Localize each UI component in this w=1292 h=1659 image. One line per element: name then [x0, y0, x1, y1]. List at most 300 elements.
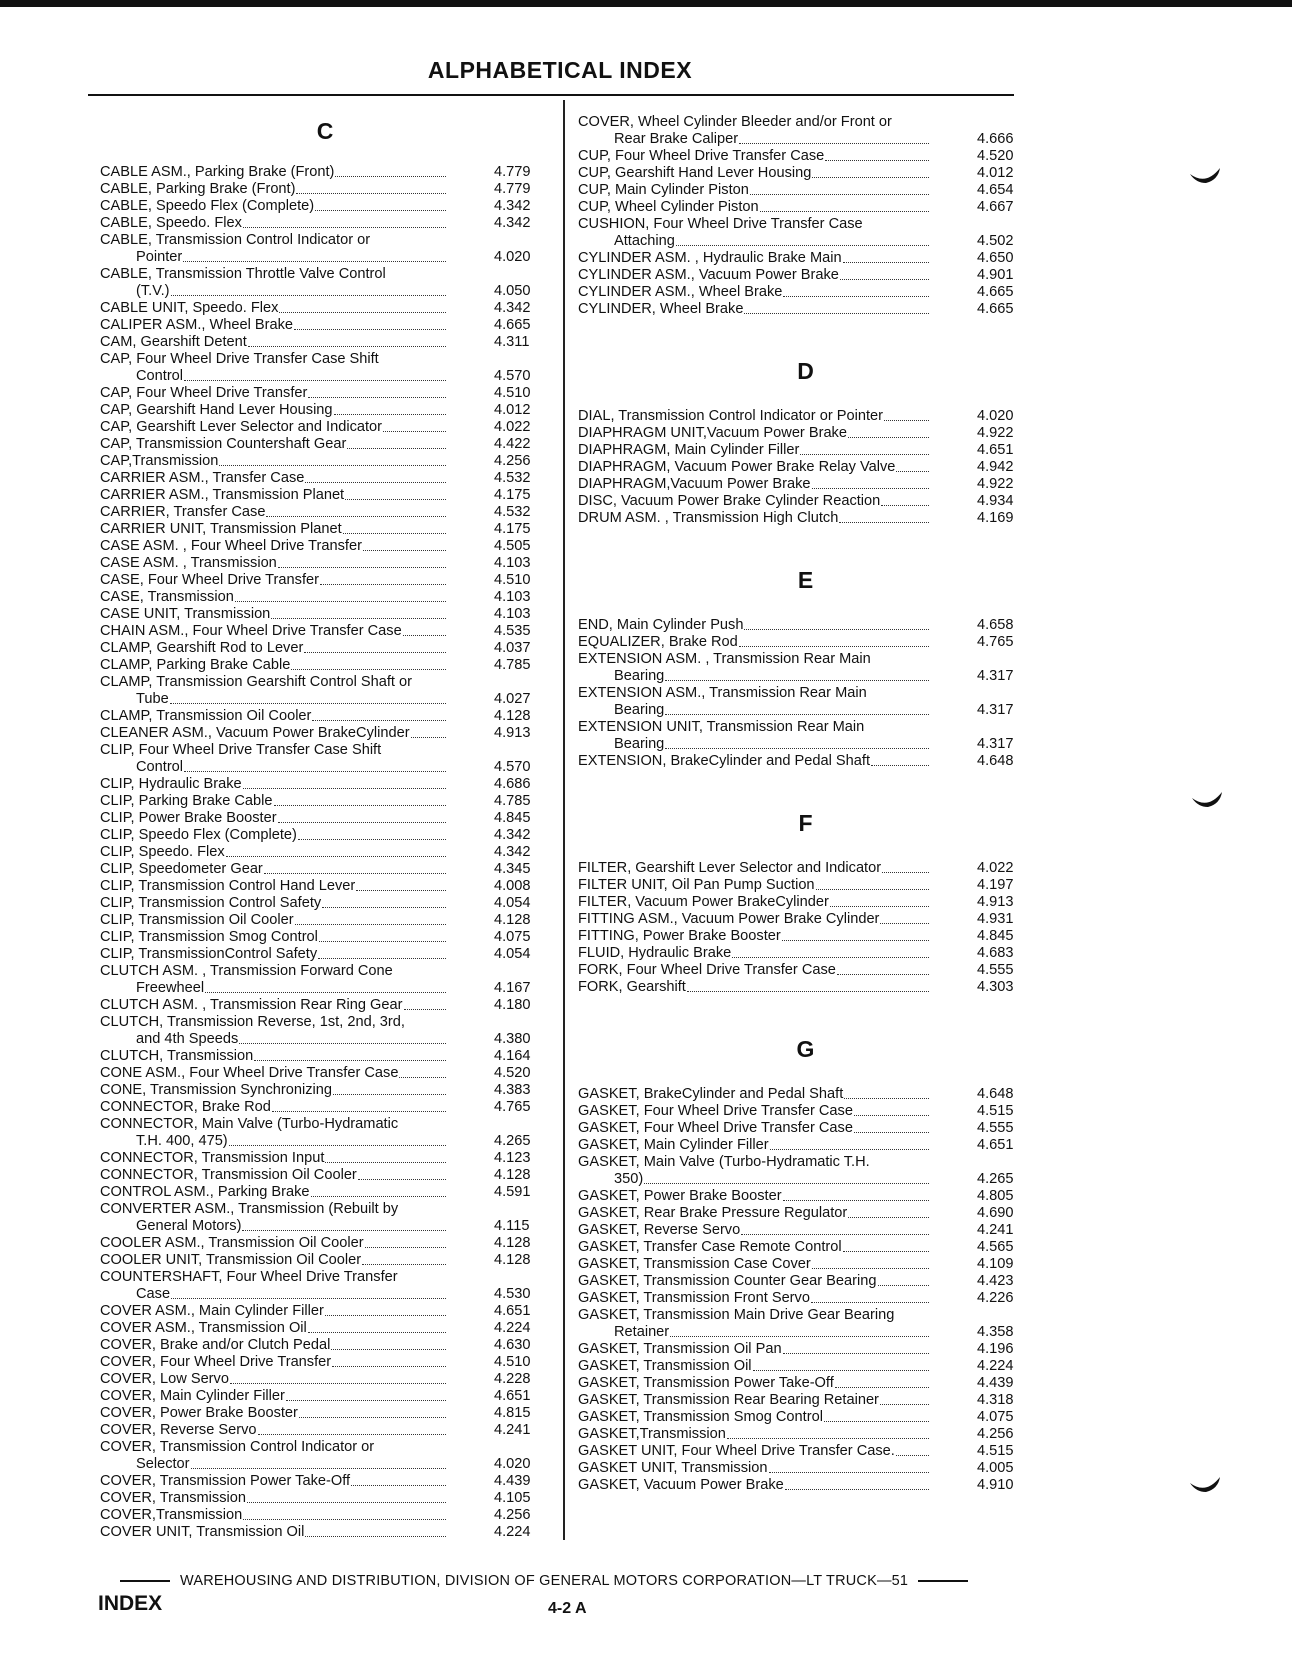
- page-ref: 4.650: [977, 250, 1014, 266]
- entry-row: [578, 199, 1033, 216]
- entry-text: CABLE, Transmission Control Indicator or: [100, 232, 371, 248]
- title-rule: [88, 94, 1014, 96]
- entry-text: CLIP, Transmission Control Hand Lever: [100, 878, 356, 894]
- entry-text: CASE, Four Wheel Drive Transfer: [100, 572, 319, 588]
- page-ref: 4.651: [977, 442, 1014, 458]
- page-ref: 4.654: [977, 182, 1014, 198]
- page-ref: 4.383: [494, 1082, 531, 1098]
- entry-row: [100, 1031, 550, 1048]
- dot-leader: [811, 1301, 929, 1303]
- entry-row: [578, 165, 1033, 182]
- entry-row: [100, 198, 550, 215]
- section-label: INDEX: [98, 1592, 163, 1615]
- entry-text: (T.V.): [136, 283, 170, 299]
- index-entry: [100, 1303, 550, 1320]
- dot-leader: [363, 549, 446, 551]
- entry-text: END, Main Cylinder Push: [578, 617, 744, 633]
- entry-row: [100, 368, 550, 385]
- entry-text: COVER, Transmission: [100, 1490, 246, 1506]
- entry-row: [578, 1324, 1033, 1341]
- entry-text: CLIP, Speedo Flex (Complete): [100, 827, 297, 843]
- page-ref: 4.648: [977, 753, 1014, 769]
- index-entry: [578, 165, 1033, 182]
- entry-text: CLUTCH ASM. , Transmission Forward Cone: [100, 963, 393, 979]
- page-ref: 4.342: [494, 300, 531, 316]
- entry-row: [100, 1082, 550, 1099]
- entry-text: GASKET, BrakeCylinder and Pedal Shaft: [578, 1086, 844, 1102]
- page-ref: 4.502: [977, 233, 1014, 249]
- dot-leader: [239, 1042, 446, 1044]
- entry-text: CONNECTOR, Transmission Input: [100, 1150, 325, 1166]
- page-ref: 4.020: [977, 408, 1014, 424]
- page-ref: 4.779: [494, 181, 531, 197]
- dot-leader: [308, 396, 446, 398]
- entry-text: GASKET UNIT, Four Wheel Drive Transfer Case.: [578, 1443, 895, 1459]
- entry-row: [100, 1150, 550, 1167]
- index-entry: [100, 1524, 550, 1541]
- dot-leader: [676, 244, 929, 246]
- dot-leader: [229, 1144, 446, 1146]
- index-entry: [100, 1252, 550, 1269]
- dot-leader: [800, 453, 929, 455]
- page-ref: 4.765: [494, 1099, 531, 1115]
- index-entry: [100, 266, 550, 300]
- dot-leader: [880, 922, 929, 924]
- entry-text: Control: [136, 368, 184, 384]
- entry-row: [100, 708, 550, 725]
- dot-leader: [884, 419, 929, 421]
- entry-row: [578, 1409, 1033, 1426]
- entry-text: CYLINDER ASM., Wheel Brake: [578, 284, 783, 300]
- entry-text: GASKET, Four Wheel Drive Transfer Case: [578, 1103, 853, 1119]
- page-ref: 4.931: [977, 911, 1014, 927]
- page-ref: 4.510: [494, 385, 531, 401]
- index-entry: [578, 1409, 1033, 1426]
- page-ref: 4.103: [494, 589, 531, 605]
- dot-leader: [274, 804, 446, 806]
- entry-text: CLIP, Transmission Control Safety: [100, 895, 322, 911]
- section-letter: D: [797, 358, 814, 384]
- entry-text: CUSHION, Four Wheel Drive Transfer Case: [578, 216, 863, 232]
- entry-row: [578, 668, 1033, 685]
- entry-row: [578, 1392, 1033, 1409]
- index-entry: [578, 1341, 1033, 1358]
- entry-text: COVER, Four Wheel Drive Transfer: [100, 1354, 332, 1370]
- entry-text: GASKET, Transmission Case Cover: [578, 1256, 811, 1272]
- dot-leader: [848, 436, 929, 438]
- dot-leader: [325, 1161, 446, 1163]
- entry-row: [578, 634, 1033, 651]
- entry-row: [100, 1099, 550, 1116]
- entry-text: CLUTCH, Transmission Reverse, 1st, 2nd, 3rd,: [100, 1014, 405, 1030]
- entry-row: [578, 1171, 1033, 1188]
- page-ref: 4.109: [977, 1256, 1014, 1272]
- dot-leader: [322, 906, 446, 908]
- index-entry: [578, 651, 1033, 685]
- index-entry: [578, 962, 1033, 979]
- index-entry: [100, 1150, 550, 1167]
- page-ref: 4.265: [494, 1133, 531, 1149]
- dot-leader: [304, 651, 446, 653]
- page-ref: 4.510: [494, 1354, 531, 1370]
- page-ref: 4.167: [494, 980, 531, 996]
- entry-text: COUNTERSHAFT, Four Wheel Drive Transfer: [100, 1269, 398, 1285]
- entry-row: [578, 860, 1033, 877]
- entry-text: 350): [614, 1171, 644, 1187]
- index-entry: [578, 1086, 1033, 1103]
- footer-rule-right: [918, 1580, 968, 1582]
- entry-text: Rear Brake Caliper: [614, 131, 739, 147]
- index-entry: [578, 719, 1033, 753]
- entry-row: [578, 1188, 1033, 1205]
- index-entry: [100, 912, 550, 929]
- entry-text: CABLE ASM., Parking Brake (Front): [100, 164, 335, 180]
- index-entry: [100, 1337, 550, 1354]
- entry-row: [578, 1341, 1033, 1358]
- index-entry: [100, 997, 550, 1014]
- page-ref: 4.228: [494, 1371, 531, 1387]
- entry-row: [100, 283, 550, 300]
- index-entry: [100, 317, 550, 334]
- entry-text: CUP, Four Wheel Drive Transfer Case: [578, 148, 825, 164]
- entry-text: Bearing: [614, 702, 665, 718]
- entry-text: T.H. 400, 475): [136, 1133, 228, 1149]
- index-entry: [578, 1273, 1033, 1290]
- entry-text: CUP, Gearshift Hand Lever Housing: [578, 165, 812, 181]
- index-entry: [578, 928, 1033, 945]
- index-entry: [100, 300, 550, 317]
- entry-text: and 4th Speeds: [136, 1031, 239, 1047]
- entry-row: [578, 233, 1033, 250]
- dot-leader: [299, 1416, 446, 1418]
- entry-text: GASKET, Rear Brake Pressure Regulator: [578, 1205, 848, 1221]
- entry-row: [100, 878, 550, 895]
- page-ref: 4.942: [977, 459, 1014, 475]
- entry-row: [578, 459, 1033, 476]
- entry-row: [100, 861, 550, 878]
- page-ref: 4.075: [977, 1409, 1014, 1425]
- entry-text: CLIP, Speedo. Flex: [100, 844, 225, 860]
- dot-leader: [825, 159, 929, 161]
- dot-leader: [665, 679, 929, 681]
- page-ref: 4.241: [494, 1422, 531, 1438]
- page-ref: 4.910: [977, 1477, 1014, 1493]
- entry-text: Attaching: [614, 233, 675, 249]
- page-ref: 4.318: [977, 1392, 1014, 1408]
- entry-row: [100, 1065, 550, 1082]
- index-entry: [578, 753, 1033, 770]
- index-entry: [100, 640, 550, 657]
- entry-text: COVER, Main Cylinder Filler: [100, 1388, 285, 1404]
- entry-text: EXTENSION ASM. , Transmission Rear Main: [578, 651, 871, 667]
- dot-leader: [812, 176, 929, 178]
- index-entry: [100, 402, 550, 419]
- page-ref: 4.423: [977, 1273, 1014, 1289]
- entry-row: [578, 1375, 1033, 1392]
- index-entry: [100, 623, 550, 640]
- dot-leader: [305, 1535, 446, 1537]
- index-entry: [100, 810, 550, 827]
- column-divider: [563, 100, 565, 1540]
- dot-leader: [279, 311, 446, 313]
- dot-leader: [750, 193, 929, 195]
- entry-row: [100, 759, 550, 776]
- page-title: ALPHABETICAL INDEX: [427, 57, 693, 83]
- entry-text: COVER, Transmission Power Take-Off: [100, 1473, 351, 1489]
- page-ref: 4.651: [494, 1388, 531, 1404]
- page-ref: 4.311: [494, 334, 530, 350]
- page-ref: 4.665: [977, 301, 1014, 317]
- index-entry: [578, 685, 1033, 719]
- dot-leader: [843, 1250, 929, 1252]
- index-entry: [100, 725, 550, 742]
- entry-row: [100, 1490, 550, 1507]
- entry-text: CONNECTOR, Transmission Oil Cooler: [100, 1167, 357, 1183]
- dot-leader: [312, 719, 446, 721]
- page-ref: 4.008: [494, 878, 531, 894]
- dot-leader: [331, 1348, 446, 1350]
- entry-text: CABLE, Transmission Throttle Valve Control: [100, 266, 386, 282]
- entry-text: CLAMP, Transmission Gearshift Control Shaft or: [100, 674, 412, 690]
- dot-leader: [783, 295, 929, 297]
- dot-leader: [739, 142, 929, 144]
- dot-leader: [343, 532, 446, 534]
- page-ref: 4.591: [494, 1184, 531, 1200]
- entry-text: CABLE UNIT, Speedo. Flex: [100, 300, 279, 316]
- index-entry: [100, 1184, 550, 1201]
- page-ref: 4.683: [977, 945, 1014, 961]
- entry-text: COVER, Wheel Cylinder Bleeder and/or Front or: [578, 114, 892, 130]
- page-ref: 4.648: [977, 1086, 1014, 1102]
- entry-row: [100, 980, 550, 997]
- entry-row: [100, 1252, 550, 1269]
- dot-leader: [881, 504, 929, 506]
- index-entry: [578, 476, 1033, 493]
- entry-text: Control: [136, 759, 184, 775]
- entry-row: [578, 1086, 1033, 1103]
- entry-text: CONVERTER ASM., Transmission (Rebuilt by: [100, 1201, 399, 1217]
- page-ref: 4.535: [494, 623, 531, 639]
- top-border-bar: [0, 0, 1292, 7]
- page-ref: 4.105: [494, 1490, 531, 1506]
- page-ref: 4.565: [977, 1239, 1014, 1255]
- entry-text: CAP, Four Wheel Drive Transfer: [100, 385, 308, 401]
- section-letter: C: [316, 118, 334, 144]
- page-ref: 4.169: [977, 510, 1014, 526]
- entry-row: [100, 470, 550, 487]
- dot-leader: [785, 1488, 929, 1490]
- index-entry: [100, 1320, 550, 1337]
- index-entry: [578, 1239, 1033, 1256]
- dot-leader: [171, 1297, 446, 1299]
- page-ref: 4.128: [494, 912, 531, 928]
- entry-row: [100, 657, 550, 674]
- dot-leader: [783, 1352, 929, 1354]
- page-ref: 4.922: [977, 476, 1014, 492]
- entry-row: [100, 1354, 550, 1371]
- page-ref: 4.123: [494, 1150, 531, 1166]
- entry-text: GASKET, Power Brake Booster: [578, 1188, 782, 1204]
- entry-text: FORK, Gearshift: [578, 979, 686, 995]
- entry-text: GASKET, Transmission Oil: [578, 1358, 752, 1374]
- dot-leader: [871, 764, 929, 766]
- entry-row: [100, 1133, 550, 1150]
- dot-leader: [308, 1331, 446, 1333]
- dot-leader: [332, 1365, 446, 1367]
- index-entry: [578, 1256, 1033, 1273]
- dot-leader: [311, 1195, 446, 1197]
- index-entry: [578, 510, 1033, 527]
- page-ref: 4.785: [494, 793, 531, 809]
- page-ref: 4.515: [977, 1443, 1014, 1459]
- page-ref: 4.054: [494, 895, 531, 911]
- entry-text: COVER ASM., Main Cylinder Filler: [100, 1303, 324, 1319]
- page-ref: 4.345: [494, 861, 531, 877]
- index-entry: [100, 963, 550, 997]
- index-entry: [100, 1473, 550, 1490]
- dot-leader: [403, 634, 446, 636]
- entry-row: [100, 249, 550, 266]
- entry-row: [578, 1273, 1033, 1290]
- dot-leader: [744, 312, 929, 314]
- entry-row: [100, 1473, 550, 1490]
- page-ref: 4.665: [977, 284, 1014, 300]
- dot-leader: [184, 379, 446, 381]
- entry-row: [578, 1477, 1033, 1494]
- dot-leader: [880, 1403, 929, 1405]
- page-ref: 4.422: [494, 436, 531, 452]
- index-entry: [100, 708, 550, 725]
- entry-text: CYLINDER ASM. , Hydraulic Brake Main: [578, 250, 842, 266]
- page-ref: 4.241: [977, 1222, 1014, 1238]
- entry-row: [578, 148, 1033, 165]
- dot-leader: [770, 1148, 929, 1150]
- index-entry: [578, 945, 1033, 962]
- dot-leader: [812, 1267, 929, 1269]
- page-ref: 4.012: [494, 402, 531, 418]
- dot-leader: [356, 889, 446, 891]
- entry-text: CASE UNIT, Transmission: [100, 606, 271, 622]
- entry-text: Bearing: [614, 736, 665, 752]
- entry-row: [100, 419, 550, 436]
- index-entry: [578, 1120, 1033, 1137]
- dot-leader: [325, 1314, 446, 1316]
- dot-leader: [878, 1284, 930, 1286]
- dot-leader: [843, 261, 929, 263]
- dot-leader: [670, 1335, 929, 1337]
- entry-text: CLIP, Four Wheel Drive Transfer Case Shift: [100, 742, 382, 758]
- dot-leader: [334, 413, 446, 415]
- entry-row: [100, 538, 550, 555]
- page-ref: 4.224: [494, 1320, 531, 1336]
- dot-leader: [854, 1131, 929, 1133]
- entry-text: GASKET, Transmission Smog Control: [578, 1409, 823, 1425]
- index-entry: [578, 1103, 1033, 1120]
- dot-leader: [362, 1263, 446, 1265]
- dot-leader: [837, 973, 929, 975]
- dot-leader: [243, 226, 446, 228]
- entry-row: [578, 962, 1033, 979]
- page-ref: 4.317: [977, 736, 1014, 752]
- entry-row: [578, 301, 1033, 318]
- page-ref: 4.922: [977, 425, 1014, 441]
- entry-text: DIAPHRAGM UNIT,Vacuum Power Brake: [578, 425, 847, 441]
- index-entry: [100, 1116, 550, 1150]
- page-ref: 4.020: [494, 249, 531, 265]
- entry-row: [578, 250, 1033, 267]
- entry-text: CAM, Gearshift Detent: [100, 334, 247, 350]
- page-ref: 4.054: [494, 946, 531, 962]
- entry-text: CARRIER UNIT, Transmission Planet: [100, 521, 342, 537]
- page-number: 4-2 A: [548, 1600, 587, 1617]
- entry-text: CUP, Wheel Cylinder Piston: [578, 199, 759, 215]
- dot-leader: [278, 566, 446, 568]
- right-index-column: [578, 104, 1033, 1494]
- dot-leader: [243, 1518, 446, 1520]
- index-entry: [100, 1099, 550, 1116]
- entry-text: COVER, Low Servo: [100, 1371, 229, 1387]
- entry-text: Case: [136, 1286, 171, 1302]
- dot-leader: [184, 770, 446, 772]
- dot-leader: [769, 1471, 930, 1473]
- index-entry: [578, 250, 1033, 267]
- entry-text: Pointer: [136, 249, 183, 265]
- page-ref: 4.530: [494, 1286, 531, 1302]
- entry-row: [100, 810, 550, 827]
- entry-text: CALIPER ASM., Wheel Brake: [100, 317, 294, 333]
- index-entry: [578, 425, 1033, 442]
- entry-row: [100, 300, 550, 317]
- dot-leader: [812, 487, 930, 489]
- dot-leader: [191, 1467, 446, 1469]
- index-entry: [578, 634, 1033, 651]
- entry-row: [100, 1303, 550, 1320]
- dot-leader: [230, 1382, 446, 1384]
- entry-text: CLIP, TransmissionControl Safety: [100, 946, 318, 962]
- entry-row: [578, 1443, 1033, 1460]
- entry-row: [578, 425, 1033, 442]
- dot-leader: [226, 855, 446, 857]
- entry-text: DISC, Vacuum Power Brake Cylinder Reaction: [578, 493, 881, 509]
- entry-row: [578, 284, 1033, 301]
- page-ref: 4.901: [977, 267, 1014, 283]
- page-ref: 4.570: [494, 368, 531, 384]
- dot-leader: [411, 736, 446, 738]
- entry-text: GASKET, Transmission Power Take-Off: [578, 1375, 834, 1391]
- index-entry: [100, 895, 550, 912]
- index-entry: [100, 1405, 550, 1422]
- page-ref: 4.256: [494, 1507, 531, 1523]
- page-ref: 4.342: [494, 215, 531, 231]
- entry-row: [100, 623, 550, 640]
- entry-row: [578, 1103, 1033, 1120]
- entry-row: [100, 453, 550, 470]
- dot-leader: [266, 515, 446, 517]
- index-entry: [100, 878, 550, 895]
- entry-row: [100, 402, 550, 419]
- section-letter: F: [798, 810, 813, 836]
- entry-text: CYLINDER, Wheel Brake: [578, 301, 744, 317]
- entry-text: CAP, Four Wheel Drive Transfer Case Shift: [100, 351, 379, 367]
- dot-leader: [286, 1399, 446, 1401]
- entry-text: CARRIER, Transfer Case: [100, 504, 266, 520]
- entry-row: [100, 946, 550, 963]
- dot-leader: [665, 713, 929, 715]
- dot-leader: [839, 521, 929, 523]
- binder-mark-icon: [1188, 1477, 1222, 1493]
- dot-leader: [294, 328, 446, 330]
- entry-row: [578, 1460, 1033, 1477]
